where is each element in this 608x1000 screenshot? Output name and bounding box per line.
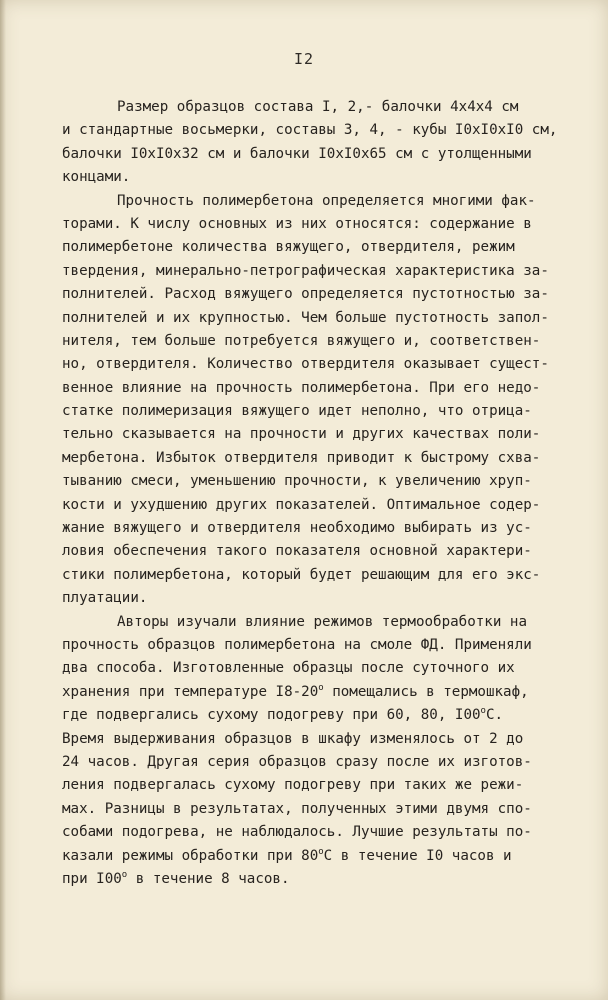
body-text [62,96,582,891]
text-segment: при I00 [62,870,122,887]
text-segment: хранения при температуре I8-20 [62,683,319,700]
degree-superscript: o [318,682,324,693]
text-line: ловия обеспечения такого показателя основной характери- [62,543,532,560]
text-line: нителя, тем больше потребуется вяжущего и, соответствен- [62,332,541,349]
text-line: тыванию смеси, уменьшению прочности, к увеличению хруп- [62,473,532,490]
paragraph-1 [62,96,582,190]
text-line: жание вяжущего и отвердителя необходимо выбирать из ус- [62,520,532,537]
text-line [62,681,582,704]
text-line: и стандартные восьмерки, составы 3, 4, - кубы I0хI0хI0 см, [62,122,558,139]
degree-superscript: o [121,869,128,880]
degree-superscript: o [480,706,486,717]
text-line: Прочность полимербетона определяется многими фак- [117,192,536,209]
text-segment: казали режимы обработки при 80 [62,847,319,864]
text-line [62,704,582,727]
text-line: Авторы изучали влияние режимов термообработки на [117,613,527,630]
text-line: концами. [62,169,131,186]
text-line: стики полимербетона, который будет решающим для его экс- [62,566,541,583]
text-line: торами. К числу основных из них относятся: содержание в [62,215,532,232]
paper-edge-shadow [0,0,6,1000]
text-segment: С. [485,707,504,724]
text-line: балочки I0хI0х32 см и балочки I0хI0х65 см с утолщенными [62,145,532,162]
text-line: но, отвердителя. Количество отвердителя оказывает сущест- [62,356,549,373]
text-line: два способа. Изготовленные образцы после суточного их [62,660,515,677]
text-line: собами подогрева, не наблюдалось. Лучшие результаты по- [62,824,532,841]
text-line [62,845,582,868]
text-line: плуатации. [62,590,148,607]
text-line: ления подвергалась сухому подогреву при таких же режи- [62,777,524,794]
text-line: полнителей. Расход вяжущего определяется пустотностью за- [62,286,549,303]
degree-superscript: o [318,846,324,857]
text-segment: С в течение I0 часов и [323,847,512,864]
text-segment: в течение 8 часов. [127,870,290,887]
text-line: полнителей и их крупностью. Чем больше пустотность запол- [62,309,549,326]
text-segment: где подвергались сухому подогреву при 60, 80, I00 [62,707,481,724]
text-line: полимербетоне количества вяжущего, отвердителя, режим [62,239,515,256]
text-line: 24 часов. Другая серия образцов сразу после их изготов- [62,753,532,770]
text-line: Время выдерживания образцов в шкафу изменялось от 2 до [62,730,524,747]
text-line: статке полимеризация вяжущего идет неполно, что отрица- [62,403,532,420]
paragraph-2 [62,190,582,611]
text-line: Размер образцов состава I, 2,- балочки 4х4х4 см [117,99,519,115]
text-line: мах. Разницы в результатах, полученных этими двумя спо- [62,800,532,817]
text-line: мербетона. Избыток отвердителя приводит к быстрому схва- [62,449,541,466]
text-line: прочность образцов полимербетона на смоле ФД. Применяли [62,636,532,653]
text-line: венное влияние на прочность полимербетона. При его недо- [62,379,541,396]
page-number: I2 [293,50,315,68]
text-segment: помещались в термошкаф, [323,683,529,700]
text-line: твердения, минерально-петрографическая характеристика за- [62,262,549,279]
text-line [62,868,582,891]
text-line: кости и ухудшению других показателей. Оптимальное содер- [62,496,541,513]
text-line: тельно сказывается на прочности и других качествах поли- [62,426,541,443]
paragraph-3 [62,611,582,892]
